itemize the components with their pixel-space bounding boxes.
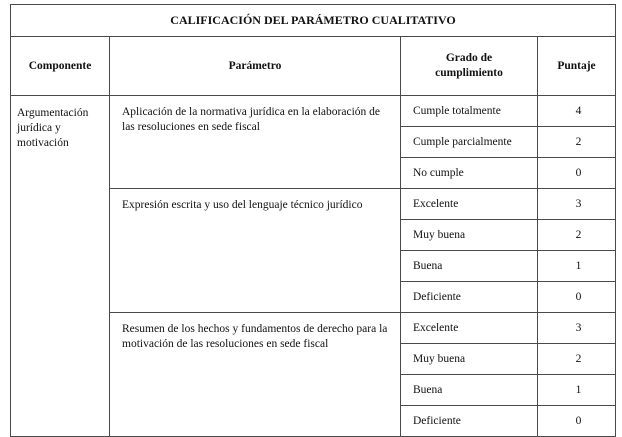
puntaje-cell: 2	[538, 344, 616, 375]
parametro-cell: Aplicación de la normativa jurídica en la elaboración de las resoluciones en sede fiscal	[110, 96, 401, 189]
table-title: CALIFICACIÓN DEL PARÁMETRO CUALITATIVO	[11, 5, 616, 37]
table-row	[11, 96, 616, 127]
header-parametro: Parámetro	[110, 37, 401, 96]
grado-cell: Deficiente	[401, 282, 538, 313]
puntaje-cell: 2	[538, 127, 616, 158]
grado-cell: No cumple	[401, 158, 538, 189]
header-componente: Componente	[11, 37, 110, 96]
header-grado-label: Grado de cumplimiento	[435, 52, 503, 79]
grado-cell: Excelente	[401, 313, 538, 344]
puntaje-cell: 1	[538, 375, 616, 406]
puntaje-cell: 3	[538, 313, 616, 344]
header-puntaje: Puntaje	[538, 37, 616, 96]
puntaje-cell: 0	[538, 406, 616, 437]
grado-cell: Deficiente	[401, 406, 538, 437]
grado-cell: Cumple totalmente	[401, 96, 538, 127]
parametro-cell: Expresión escrita y uso del lenguaje técnico jurídico	[110, 189, 401, 313]
qualitative-parameter-table	[10, 4, 616, 437]
grado-cell: Excelente	[401, 189, 538, 220]
grado-cell: Buena	[401, 375, 538, 406]
grado-cell: Cumple parcialmente	[401, 127, 538, 158]
puntaje-cell: 0	[538, 158, 616, 189]
puntaje-cell: 0	[538, 282, 616, 313]
puntaje-cell: 3	[538, 189, 616, 220]
puntaje-cell: 2	[538, 220, 616, 251]
parametro-cell: Resumen de los hechos y fundamentos de derecho para la motivación de las resoluciones en sede fiscal	[110, 313, 401, 437]
header-grado	[401, 37, 538, 96]
componente-cell: Argumentación jurídica y motivación	[11, 96, 110, 437]
grado-cell: Buena	[401, 251, 538, 282]
puntaje-cell: 1	[538, 251, 616, 282]
grado-cell: Muy buena	[401, 220, 538, 251]
grado-cell: Muy buena	[401, 344, 538, 375]
puntaje-cell: 4	[538, 96, 616, 127]
